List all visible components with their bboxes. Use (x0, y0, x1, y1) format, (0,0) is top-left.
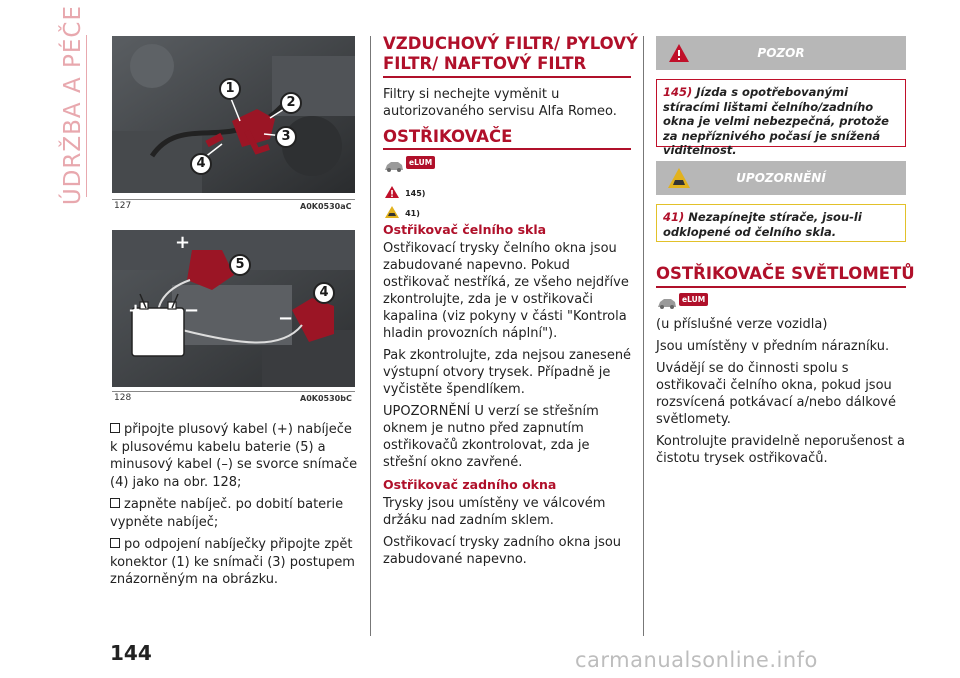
car-icon (384, 159, 404, 173)
callout-1: 1 (219, 78, 241, 100)
battery-plus-sign: + (128, 300, 144, 321)
figure-128-number: 128 (114, 393, 132, 403)
heading-headlamp-washers: OSTŘIKOVAČE SVĚTLOMETŮ (656, 264, 915, 283)
caution-box-header (656, 161, 906, 195)
front-washer-p3: UPOZORNĚNÍ U verzí se střešním oknem je nutno před zapnutím ostřikovačů zkontrolovat, zda je střešní okno zavřené. (383, 404, 599, 470)
car-caution-icon (384, 205, 400, 219)
battery-minus-sign: − (184, 300, 200, 321)
heading-washers-rule (383, 148, 631, 150)
heading-headlamp-rule (656, 286, 906, 288)
page-number: 144 (110, 641, 152, 665)
caution-ref-number: 41) (405, 209, 420, 218)
subheading-rear-washer: Ostřikovač zadního okna (383, 477, 557, 492)
sidebar-divider (86, 35, 87, 197)
car-caution-icon (667, 167, 691, 189)
headlamp-p4: Kontrolujte pravidelně neporušenost a čistotu trysek ostřikovačů. (656, 434, 905, 466)
warning-ref (384, 181, 425, 200)
figure-127-code: A0K0530aC (300, 202, 352, 211)
heading-filters: VZDUCHOVÝ FILTR/ PYLOVÝ FILTR/ NAFTOVÝ FILTR (383, 34, 638, 73)
battery-charging-illustration (112, 230, 355, 387)
heading-washers: OSTŘIKOVAČE (383, 127, 513, 146)
headlamp-p1: (u příslušné verze vozidla) (656, 317, 828, 332)
warning-text: Jízda s opotřebovanými stíracími lištami čelního/zadního okna je velmi nebezpečná, protože za nepříznivého počasí je snížená viditelnost. (663, 85, 889, 157)
figure-128-rule (112, 391, 355, 392)
rear-washer-p2: Ostřikovací trysky zadního okna jsou zabudované napevno. (383, 535, 622, 567)
figure-128-code: A0K0530bC (300, 394, 352, 403)
checkbox-square-icon (110, 538, 120, 548)
sidebar-section-title: ÚDRŽBA A PÉČE (60, 4, 86, 205)
callout-3: 3 (275, 126, 297, 148)
washers-section (383, 221, 635, 573)
figure-127-number: 127 (114, 201, 132, 211)
elum-badge (384, 156, 432, 174)
charger-plus-sign: + (175, 232, 191, 253)
warning-title: POZOR (757, 46, 805, 60)
callout-2: 2 (280, 92, 302, 114)
engine-bay-illustration (112, 36, 355, 193)
caution-title: UPOZORNĚNÍ (736, 171, 826, 185)
column-divider-right (643, 36, 644, 636)
step-1: připojte plusový kabel (+) nabíječe k plusovému kabelu baterie (5) a minusový kabel (–) se svorce snímače (4) jako na obr. 128; (110, 422, 358, 490)
heading-filters-rule (383, 76, 631, 78)
front-washer-p1: Ostřikovací trysky čelního okna jsou zabudované napevno. Pokud ostřikovač nestříká, ze všeho nejdříve zkontrolujte, zda je v ostřikovači kapalina (viz pokyny v části "Kontrola hladin provozních náplní"). (383, 241, 629, 341)
elum-label-headlamp: eLUM (679, 293, 708, 306)
figure-128-image (112, 230, 355, 387)
warning-triangle-icon (384, 185, 400, 199)
figure-127-rule (112, 199, 355, 200)
rear-washer-p1: Trysky jsou umístěny ve válcovém držáku nad zadním sklem. (383, 496, 606, 528)
elum-label: eLUM (406, 156, 435, 169)
caution-box-body (656, 204, 906, 242)
step-2: zapněte nabíječ. po dobití baterie vypněte nabíječ; (110, 497, 344, 530)
caution-ref (384, 201, 420, 220)
checkbox-square-icon (110, 498, 120, 508)
subheading-front-washer: Ostřikovač čelního skla (383, 222, 547, 237)
step-3: po odpojení nabíječky připojte zpět konektor (1) ke snímači (3) postupem znázorněným na obrázku. (110, 537, 355, 587)
headlamp-p2: Jsou umístěny v předním nárazníku. (656, 339, 890, 354)
callout-4-fig128: 4 (313, 282, 335, 304)
elum-badge-headlamp (657, 293, 705, 311)
caution-text: Nezapínejte stírače, jsou-li odklopené od čelního skla. (663, 210, 862, 239)
filters-text: Filtry si nechejte vyměnit u autorizovaného servisu Alfa Romeo. (383, 87, 617, 119)
front-washer-p2: Pak zkontrolujte, zda nejsou zanesené výstupní otvory trysek. Případně je vyčistěte špendlíkem. (383, 348, 632, 397)
car-icon (657, 296, 677, 310)
warning-number: 145) (663, 85, 693, 99)
callout-4: 4 (190, 153, 212, 175)
watermark: carmanualsonline.info (575, 648, 818, 672)
charger-minus-sign: − (278, 308, 294, 329)
callout-5: 5 (229, 254, 251, 276)
column-divider-left (370, 36, 371, 636)
figure-127-image (112, 36, 355, 193)
checkbox-square-icon (110, 423, 120, 433)
left-column-steps (110, 421, 360, 594)
warning-ref-number: 145) (405, 189, 426, 198)
warning-box-header (656, 36, 906, 70)
headlamp-p3: Uvádějí se do činnosti spolu s ostřikovači čelního okna, pokud jsou rozsvícená potkávací a/nebo dálkové světlomety. (656, 361, 896, 427)
caution-number: 41) (663, 210, 685, 224)
warning-box-body (656, 79, 906, 157)
headlamp-section (656, 316, 911, 472)
warning-triangle-icon (668, 43, 690, 63)
